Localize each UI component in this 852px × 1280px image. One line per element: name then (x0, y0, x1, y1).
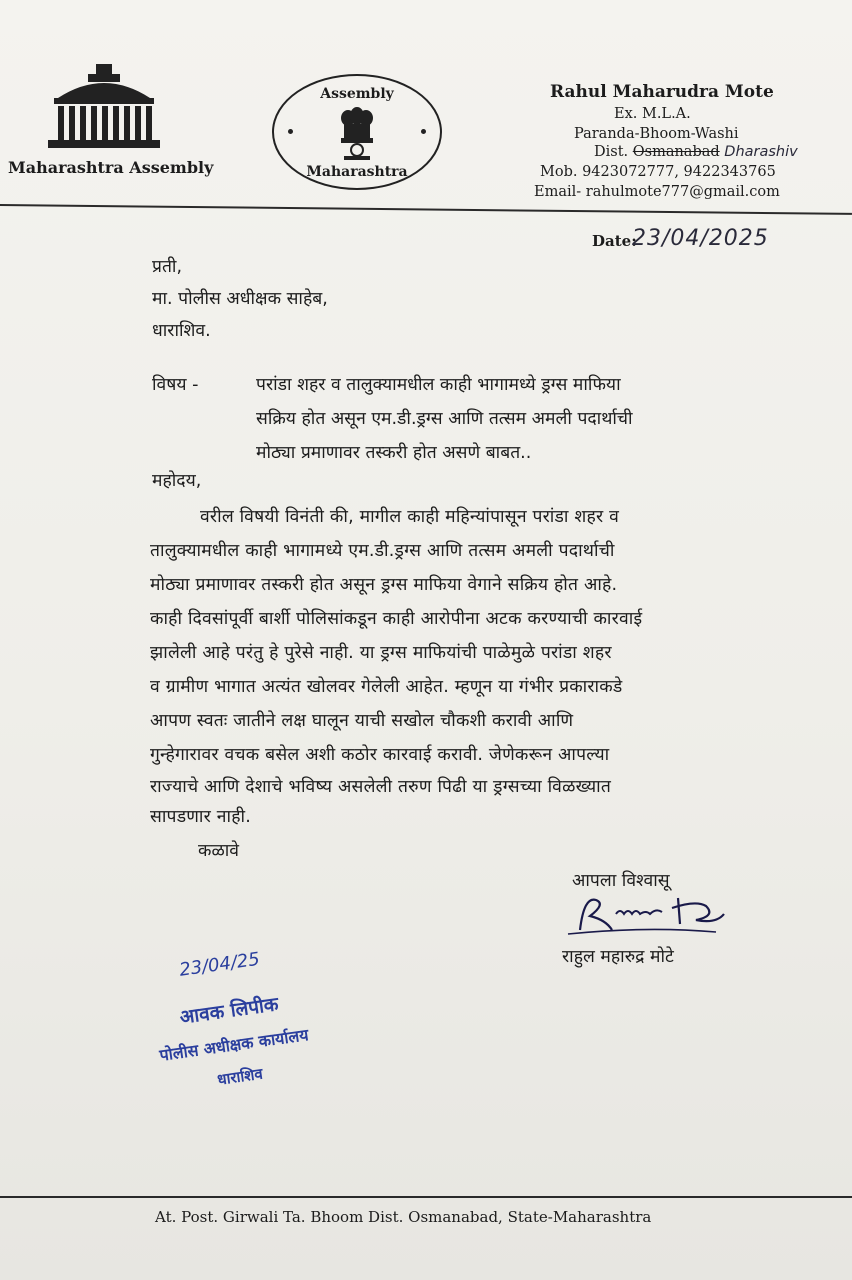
sender-mobile: Mob. 9423072777, 9422343765 (540, 164, 776, 180)
body-line: व ग्रामीण भागात अत्यंत खोलवर गेलेली आहेत. म्हणून या गंभीर प्रकाराकडे (150, 677, 623, 697)
closing-note: कळावे (198, 841, 240, 861)
yours-faithfully: आपला विश्वासू (572, 871, 670, 891)
national-emblem-icon (338, 106, 376, 162)
body-line: तालुक्यामधील काही भागामध्ये एम.डी.ड्रग्स आणि तत्सम अमली पदार्थाची (150, 541, 615, 561)
greeting: महोदय, (152, 471, 202, 491)
seal-bottom-text: Maharashtra (306, 164, 408, 180)
body-line: मोठ्या प्रमाणावर तस्करी होत असून ड्रग्स माफिया वेगाने सक्रिय होत आहे. (150, 575, 618, 595)
body-line: वरील विषयी विनंती की, मागील काही महिन्यांपासून परांडा शहर व (200, 507, 620, 527)
stamp-line-3: धाराशिव (216, 1064, 264, 1089)
header-rule (0, 204, 852, 215)
seal-dot-left (288, 129, 293, 134)
date-value: 23/04/2025 (632, 226, 769, 251)
subject-line: मोठ्या प्रमाणावर तस्करी होत असणे बाबत.. (256, 443, 532, 463)
sender-email: Email- rahulmote777@gmail.com (534, 184, 780, 200)
stamp-line-2: पोलीस अधीक्षक कार्यालय (158, 1025, 310, 1065)
body-line: गुन्हेगारावर वचक बसेल अशी कठोर कारवाई करावी. जेणेकरून आपल्या (150, 745, 610, 765)
body-line: काही दिवसांपूर्वी बार्शी पोलिसांकडून काही आरोपीना अटक करण्याची कारवाई (150, 609, 643, 629)
body-line: आपण स्वतः जातीने लक्ष घालून याची सखोल चौकशी करावी आणि (150, 711, 574, 731)
sender-district (594, 144, 798, 160)
sender-name: Rahul Maharudra Mote (550, 82, 774, 102)
assembly-name: Maharashtra Assembly (8, 158, 214, 177)
sender-constituency: Paranda-Bhoom-Washi (574, 126, 739, 142)
addressee-office: मा. पोलीस अधीक्षक साहेब, (152, 289, 328, 309)
subject-label: विषय - (152, 375, 199, 395)
signatory-name: राहुल महारुद्र मोटे (562, 947, 674, 967)
subject-line: सक्रिय होत असून एम.डी.ड्रग्स आणि तत्सम अमली पदार्थाची (256, 409, 633, 429)
district-handwritten: Dharashiv (724, 144, 798, 160)
addressee-place: धाराशिव. (152, 321, 211, 341)
date-label: Date: (592, 232, 637, 250)
body-line: सापडणार नाही. (150, 807, 252, 827)
sender-title: Ex. M.L.A. (614, 106, 691, 122)
subject-line: परांडा शहर व तालुक्यामधील काही भागामध्ये ड्रग्स माफिया (256, 375, 621, 395)
body-line: झालेली आहे परंतु हे पुरेसे नाही. या ड्रग्स माफियांची पाळेमुळे परांडा शहर (150, 643, 612, 663)
stamp-line-1: आवक लिपीक (178, 993, 280, 1029)
stamp-date: 23/04/25 (178, 948, 261, 981)
district-struck: Osmanabad (632, 144, 720, 160)
body-line: राज्याचे आणि देशाचे भविष्य असलेली तरुण पिढी या ड्रग्सच्या विळख्यात (150, 777, 612, 797)
footer-address: At. Post. Girwali Ta. Bhoom Dist. Osmanabad, State-Maharashtra (155, 1208, 652, 1226)
district-prefix: Dist. (594, 144, 629, 160)
salutation-to: प्रती, (152, 257, 183, 277)
signature-scribble (566, 890, 736, 938)
footer-rule (0, 1196, 852, 1198)
seal-top-text: Assembly (320, 86, 394, 102)
seal-dot-right (421, 129, 426, 134)
assembly-seal (272, 74, 442, 190)
assembly-building-logo (44, 60, 164, 156)
